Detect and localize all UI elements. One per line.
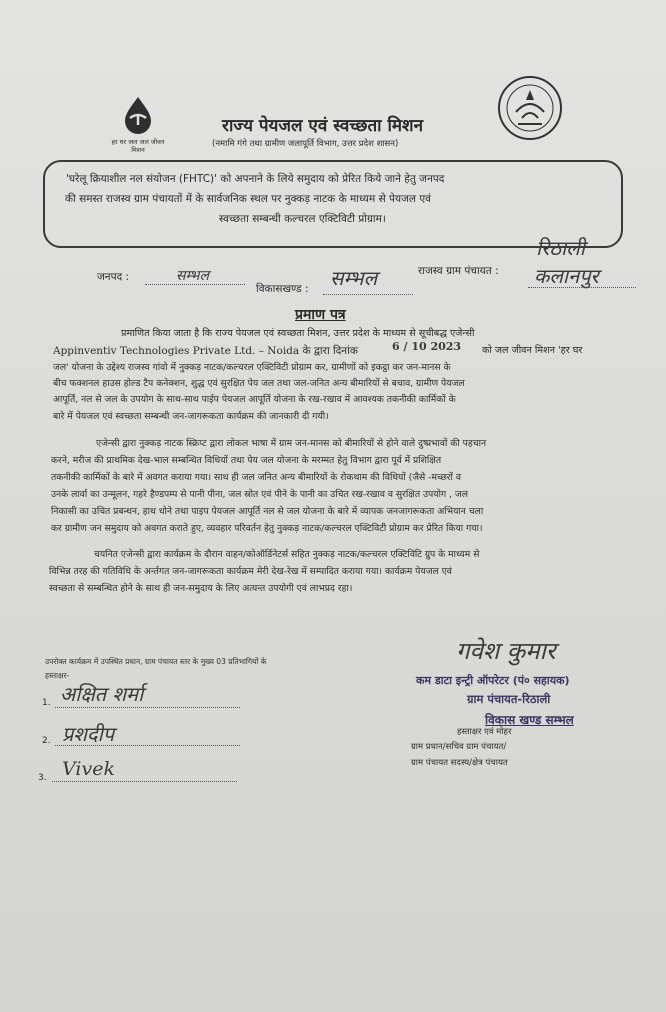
panchayat-value-2: कलानपुर	[534, 264, 599, 288]
up-government-emblem	[496, 74, 564, 142]
para1-line-2: Appinventiv Technologies Private Ltd. – Noida के द्वारा दिनांक	[53, 345, 358, 357]
para1-line-4: बीच फक्शनल हाउस होल्ड टैप कनेक्शन, शुद्ध एवं सुरक्षित पेय जल तथा जल-जनित अन्य बीमारियों से बचाव, ग्रामीण पेयजल	[53, 378, 465, 389]
certificate-heading: प्रमाण पत्र	[295, 307, 346, 323]
stamp-line-3: विकास खण्ड सम्भल	[485, 713, 574, 727]
para1-line-6: बारे में पेयजल एवं स्वच्छता सम्बन्धी जन-जागरूकता कार्यक्रम की जानकारी दी गयी।	[53, 411, 329, 422]
para1-line-3: जल' योजना के उद्देश्य राजस्व गांवो में नुक्कड़ नाटक/कल्चरल एक्टिविटी प्रोग्राम कर, ग्रामीणों को इकट्ठा कर जन-मानस के	[53, 362, 451, 373]
participants-intro-1: उपरोक्त कार्यक्रम में उपस्थित प्रधान, ग्राम पंचायत स्तर के मुख्य 03 प्रतिभागियों के	[45, 657, 267, 666]
participant-signature-3: Vivek	[62, 758, 115, 780]
panchayat-label: राजस्व ग्राम पंचायत :	[418, 265, 499, 277]
participants-intro-2: हस्ताक्षर-	[45, 671, 70, 680]
participant-number-2: 2.	[42, 736, 51, 746]
para1-date: 6 / 10 2023	[392, 340, 462, 353]
participant-line-3	[52, 781, 237, 782]
participant-signature-2: प्रशदीप	[62, 722, 115, 746]
page-title: राज्य पेयजल एवं स्वच्छता मिशन	[222, 116, 424, 136]
stamp-line-1: कम डाटा इन्ट्री ऑपरेटर (पं० सहायक)	[416, 674, 570, 687]
block-underline	[323, 294, 413, 295]
signatory-signature: गवेश कुमार	[456, 637, 556, 665]
para2-line-5: निकासी का उचित प्रबन्धन, हाथ धोने तथा पाइप पेयजल आपूर्ति नल से जल योजना के बारे में व्यापक जनजागरूकता अभियान चला	[51, 506, 484, 517]
block-value: सम्भल	[330, 266, 378, 290]
para2-line-3: तकनीकी कार्मिकों के बारे में अवगत कराया गया। साथ ही जल जनित अन्य बीमारियों के रोकथाम की विधियों (जैसे -मच्छरों व	[51, 472, 461, 483]
para2-line-1: एजेन्सी द्वारा नुक्कड़ नाटक स्क्रिप्ट द्वारा लोकल भाषा में ग्राम जन-मानस को बीमारियों से होने वाले दुष्प्रभावों की पहचान	[96, 438, 487, 449]
district-value: सम्भल	[176, 268, 209, 284]
para2-line-6: कर ग्रामीण जन समुदाय को अवगत कराते हुए, व्यवहार परिवर्तन हेतु नुक्कड़ नाटक/कल्चरल एक्टिविटी प्रोग्राम कर प्रेरित किया गया।	[51, 523, 483, 534]
box-line-1: 'घरेलू क्रियाशील नल संयोजन (FHTC)' को अपनाने के लिये समुदाय को प्रेरित किये जाने हेतु जनपद	[66, 173, 445, 185]
signatory-label-2: ग्राम प्रधान/सचिव ग्राम पंचायत/	[411, 742, 507, 752]
stamp-line-2: ग्राम पंचायत-रिठाली	[467, 692, 551, 706]
para2-line-2: करने, मरीज की प्राथमिक देख-भाल सम्बन्धित विधियों तथा पेय जल योजना के मरम्मत हेतु विभाग द्वारा पूर्व में प्रशिक्षित	[51, 455, 442, 466]
para3-line-1: चयनित एजेन्सी द्वारा कार्यक्रम के दौरान वाहन/कोऑर्डिनेटर्स सहित नुक्कड़ नाटक/कल्चरल एक्टिविटि ग्रुप के माध्यम से	[94, 549, 480, 560]
district-label: जनपद :	[97, 271, 130, 283]
block-label: विकासखण्ड :	[256, 283, 309, 295]
panchayat-underline	[528, 287, 636, 288]
para2-line-4: उनके लार्वा का उन्मूलन, गहरे हैण्डपम्प से पानी पीना, जल स्रोत एवं पीने के पानी का उचित रख-रखाव व सुरक्षित उपयोग , जल	[51, 489, 468, 500]
para1-line-5: आपूर्ति, नल से जल के उपयोग के साथ-साथ पाईप पेयजल आपूर्ति योजना के रख-रखाव में आवश्यक तकनीकी कार्मिकों के	[53, 394, 456, 405]
participant-signature-1: अक्षित शर्मा	[60, 682, 144, 706]
para3-line-3: स्वच्छता से सम्बन्धित होने के साथ ही जन-समुदाय के लिए अत्यन्त उपयोगी एवं लाभप्रद रहा।	[49, 583, 353, 594]
para3-line-2: विभिन्न तरह की गतिविधि के अर्न्तगत जन-जागरूकता कार्यक्रम मेरी देख-रेख में सम्पादित कराया गया। कार्यक्रम पेयजल एवं	[49, 566, 452, 577]
participant-line-1	[55, 707, 240, 708]
box-line-2: की समस्त राजस्व ग्राम पंचायतों में के सार्वजनिक स्थल पर नुक्कड़ नाटक के माध्यम से पेयजल एवं	[65, 193, 432, 205]
para1-line-2-tail: को जल जीवन मिशन 'हर घर	[482, 345, 583, 356]
participant-number-1: 1.	[42, 698, 51, 708]
jal-jeevan-mission-logo	[108, 94, 168, 154]
para1-line-1: प्रमाणित किया जाता है कि राज्य पेयजल एवं स्वच्छता मिशन, उत्तर प्रदेश के माध्यम से सूचीबद्ध एजेन्सी	[121, 328, 475, 339]
page-subtitle: (नमामि गंगे तथा ग्रामीण जलापूर्ति विभाग, उत्तर प्रदेश शासन)	[212, 139, 399, 149]
logo-caption: हर घर जल जल जीवन मिशन	[111, 138, 165, 154]
signatory-label-3: ग्राम पंचायत सदस्य/क्षेत्र पंचायत	[411, 758, 508, 768]
participant-number-3: 3.	[38, 773, 47, 783]
box-line-3: स्वच्छता सम्बन्धी कल्चरल एक्टिविटी प्रोग्राम।	[219, 213, 386, 225]
signatory-label-1: हस्ताक्षर एवं मोहर	[457, 727, 512, 737]
panchayat-value-1: रिठाली	[536, 236, 585, 260]
